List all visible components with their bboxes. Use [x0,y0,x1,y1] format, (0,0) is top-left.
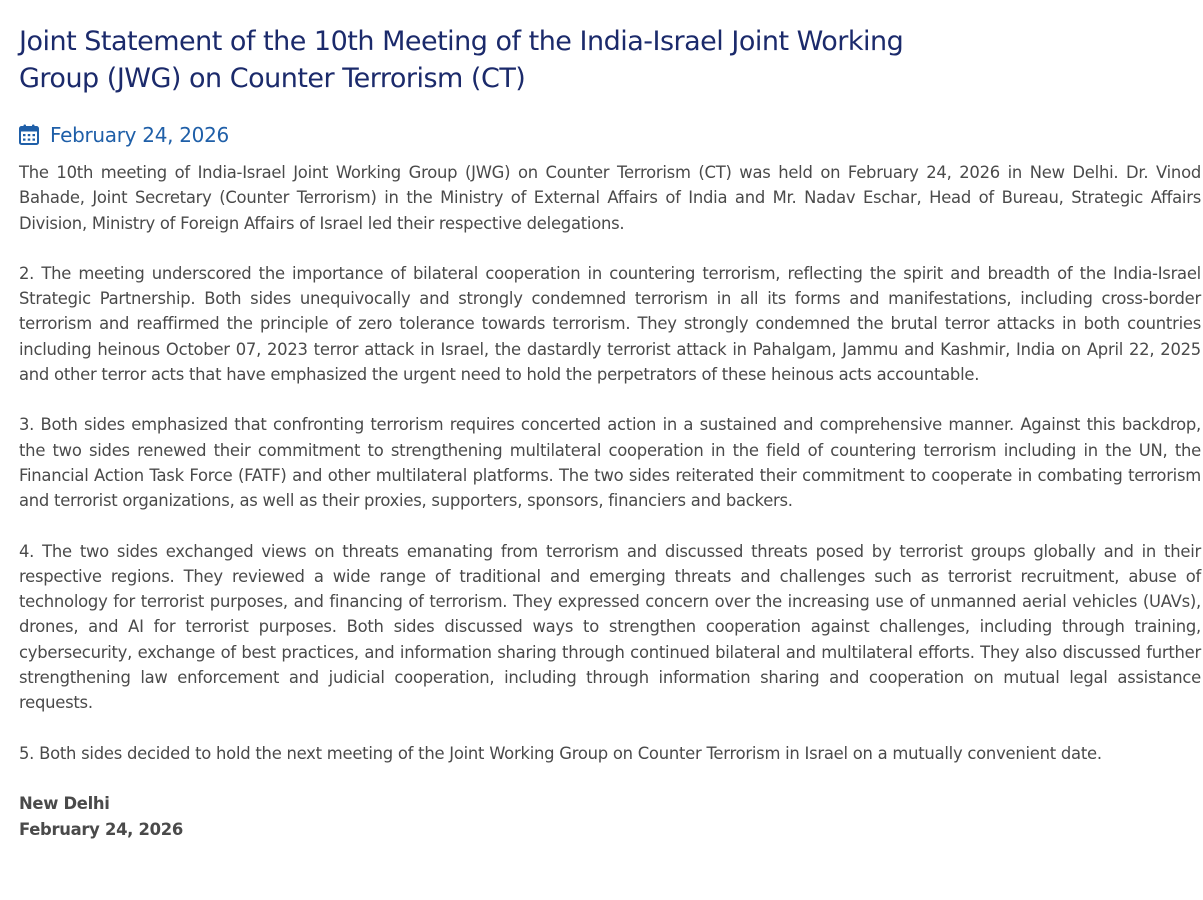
page-title: Joint Statement of the 10th Meeting of the India-Israel Joint Working Group (JWG) on Counter Terrorism (CT) [19,26,904,94]
publish-date: February 24, 2026 [50,123,229,147]
publish-date-row [19,120,1201,150]
paragraph-3: 3. Both sides emphasized that confronting terrorism requires concerted action in a sustained and comprehensive manner. Against this backdrop, the two sides renewed their commitment to strengthening multilateral cooperation in the field of countering terrorism including in the UN, the Financial Action Task Force (FATF) and other multilateral platforms. The two sides reiterated their commitment to cooperate in combating terrorism and terrorist organizations, as well as their proxies, supporters, sponsors, financiers and backers. [19,415,1201,511]
signoff [19,791,1201,843]
paragraph-5: 5. Both sides decided to hold the next meeting of the Joint Working Group on Counter Terrorism in Israel on a mutually convenient date. [19,743,1102,763]
paragraph-1: The 10th meeting of India-Israel Joint Working Group (JWG) on Counter Terrorism (CT) was held on February 24, 2026 in New Delhi. Dr. Vinod Bahade, Joint Secretary (Counter Terrorism) in the Ministry of External Affairs of India and Mr. Nadav Eschar, Head of Bureau, Strategic Affairs Division, Ministry of Foreign Affairs of Israel led their respective delegations. [19,163,1201,233]
paragraph-4: 4. The two sides exchanged views on threats emanating from terrorism and discussed threats posed by terrorist groups globally and in their respective regions. They reviewed a wide range of traditional and emerging threats and challenges such as terrorist recruitment, abuse of technology for terrorist purposes, and financing of terrorism. They expressed concern over the increasing use of unmanned aerial vehicles (UAVs), drones, and AI for terrorist purposes. Both sides discussed ways to strengthen cooperation against challenges, including through training, cybersecurity, exchange of best practices, and information sharing through continued bilateral and multilateral efforts. They also discussed further strengthening law enforcement and judicial cooperation, including through information sharing and cooperation on mutual legal assistance requests. [19,541,1201,713]
article-body [19,160,1201,766]
signoff-date: February 24, 2026 [19,819,183,839]
calendar-icon [19,124,39,145]
paragraph-2: 2. The meeting underscored the importance of bilateral cooperation in countering terrorism, reflecting the spirit and breadth of the India-Israel Strategic Partnership. Both sides unequivocally and strongly condemned terrorism in all its forms and manifestations, including cross-border terrorism and reaffirmed the principle of zero tolerance towards terrorism. They strongly condemned the brutal terror attacks in both countries including heinous October 07, 2023 terror attack in Israel, the dastardly terrorist attack in Pahalgam, Jammu and Kashmir, India on April 22, 2025 and other terror acts that have emphasized the urgent need to hold the perpetrators of these heinous acts accountable. [19,263,1201,385]
signoff-place: New Delhi [19,793,110,813]
